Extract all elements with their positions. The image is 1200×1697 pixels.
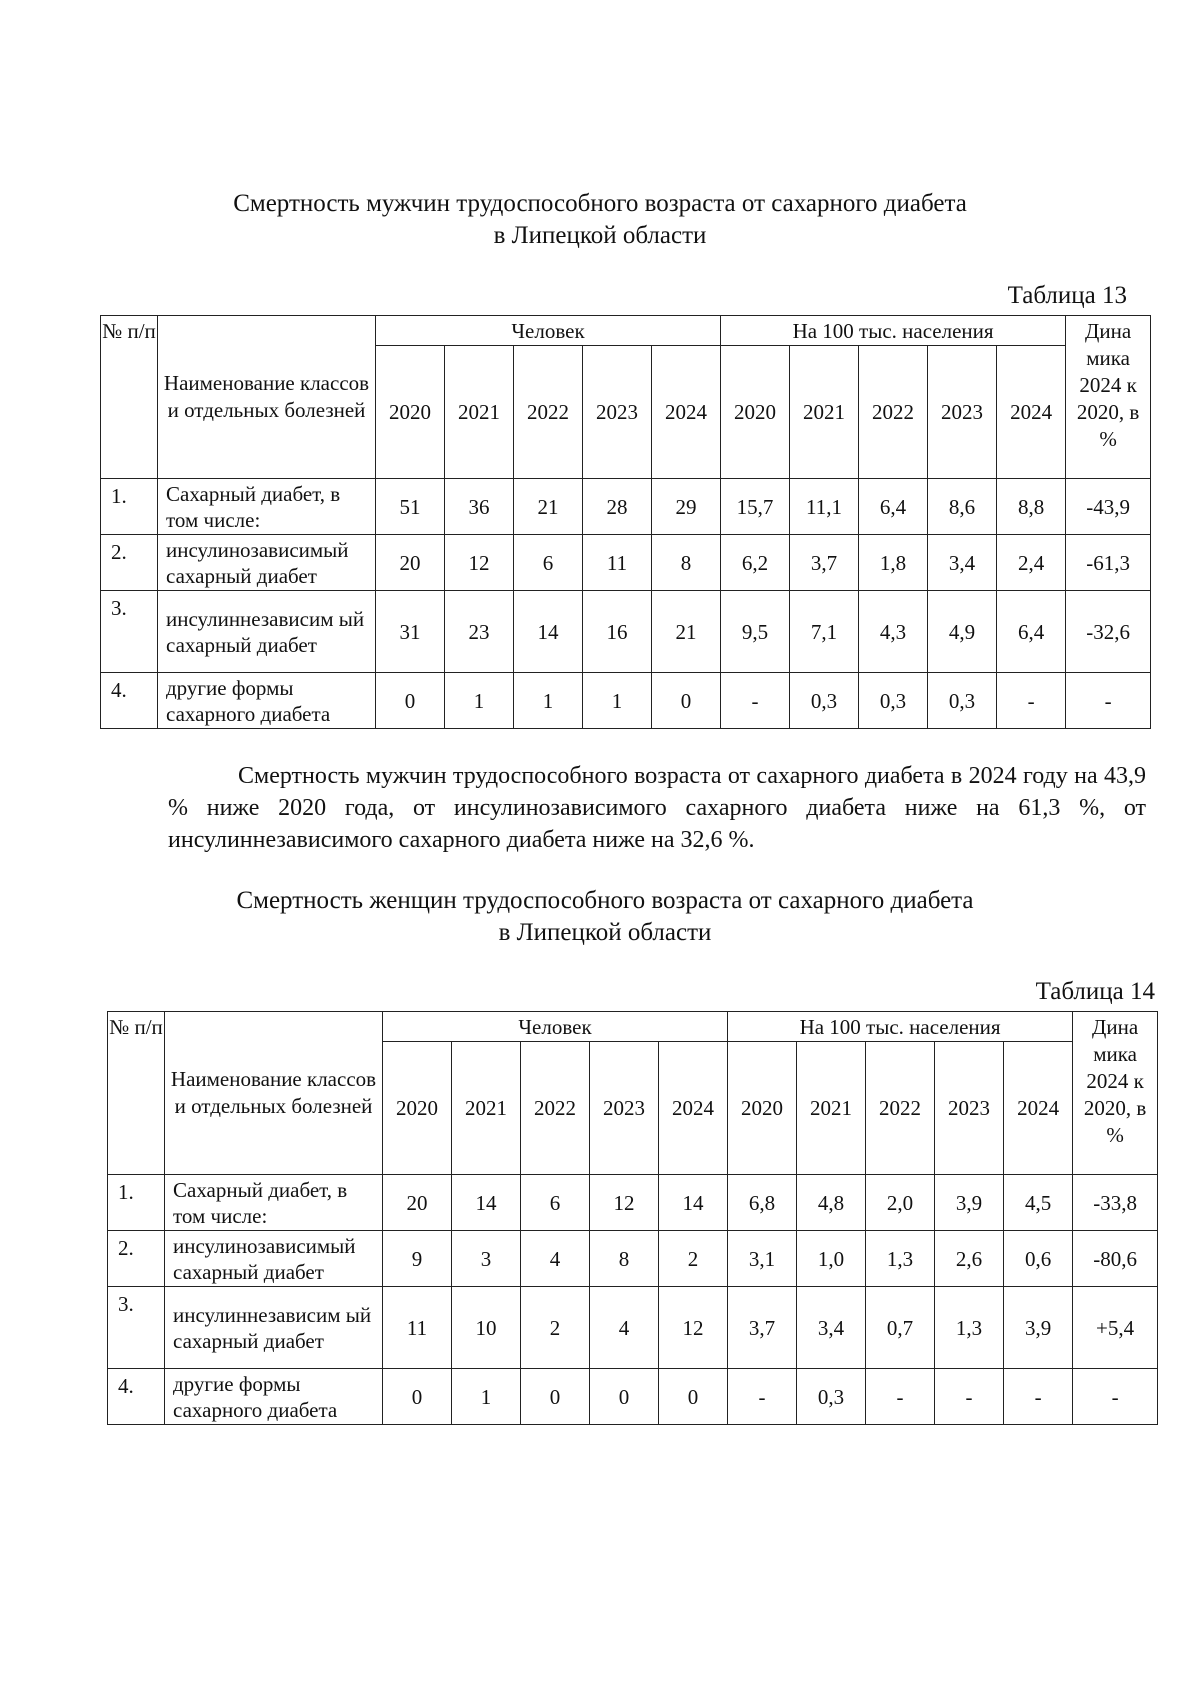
cell: 0: [521, 1369, 590, 1425]
row-num: 1.: [101, 479, 158, 535]
dyn-cell: -61,3: [1066, 535, 1151, 591]
year-cell: 2021: [445, 346, 514, 479]
cell: 20: [383, 1175, 452, 1231]
cell: 2: [521, 1287, 590, 1369]
year-cell: 2020: [728, 1042, 797, 1175]
cell: 1: [514, 673, 583, 729]
table-row: [108, 1287, 1158, 1369]
cell: 3,7: [728, 1287, 797, 1369]
cell: -: [997, 673, 1066, 729]
cell: 0,3: [928, 673, 997, 729]
header-name: Наименование классов и отдельных болезней: [165, 1012, 383, 1175]
header-group-rate: На 100 тыс. населения: [728, 1012, 1073, 1042]
cell: 9: [383, 1231, 452, 1287]
cell: 6,4: [997, 591, 1066, 673]
year-cell: 2023: [935, 1042, 1004, 1175]
table-row: [108, 1231, 1158, 1287]
cell: -: [721, 673, 790, 729]
row-num: 3.: [108, 1287, 165, 1369]
table-row: [108, 1369, 1158, 1425]
header-group-rate: На 100 тыс. населения: [721, 316, 1066, 346]
cell: 0: [376, 673, 445, 729]
cell: 4,9: [928, 591, 997, 673]
dyn-cell: -80,6: [1073, 1231, 1158, 1287]
table-row: [101, 535, 1151, 591]
header-num: № п/п: [108, 1012, 165, 1175]
cell: 12: [445, 535, 514, 591]
row-name: другие формы сахарного диабета: [158, 673, 376, 729]
cell: 0: [590, 1369, 659, 1425]
cell: 8: [652, 535, 721, 591]
cell: 14: [514, 591, 583, 673]
table-header-row: [108, 1012, 1158, 1042]
cell: 15,7: [721, 479, 790, 535]
cell: 14: [659, 1175, 728, 1231]
cell: 11,1: [790, 479, 859, 535]
cell: 1: [452, 1369, 521, 1425]
cell: 20: [376, 535, 445, 591]
summary-paragraph: [168, 760, 1146, 856]
table14-label: Таблица 14: [1035, 978, 1155, 1005]
year-cell: 2023: [590, 1042, 659, 1175]
cell: 4: [521, 1231, 590, 1287]
cell: 21: [652, 591, 721, 673]
row-num: 4.: [108, 1369, 165, 1425]
cell: 6: [521, 1175, 590, 1231]
cell: -: [728, 1369, 797, 1425]
table-header-row: [101, 316, 1151, 346]
row-name: инсулиннезависим ый сахарный диабет: [165, 1287, 383, 1369]
cell: 2,0: [866, 1175, 935, 1231]
row-num: 3.: [101, 591, 158, 673]
header-num: № п/п: [101, 316, 158, 479]
header-dynamics: Дина мика 2024 к 2020, в %: [1066, 316, 1151, 479]
cell: -: [1004, 1369, 1073, 1425]
cell: 0: [383, 1369, 452, 1425]
table14-title: [150, 885, 1060, 949]
year-cell: 2023: [583, 346, 652, 479]
cell: 14: [452, 1175, 521, 1231]
cell: 1: [583, 673, 652, 729]
row-name: Сахарный диабет, в том числе:: [165, 1175, 383, 1231]
year-cell: 2020: [721, 346, 790, 479]
cell: 3,1: [728, 1231, 797, 1287]
cell: 1: [445, 673, 514, 729]
row-name: другие формы сахарного диабета: [165, 1369, 383, 1425]
cell: 0,3: [790, 673, 859, 729]
cell: 0,3: [797, 1369, 866, 1425]
cell: 0,7: [866, 1287, 935, 1369]
cell: 21: [514, 479, 583, 535]
cell: 4: [590, 1287, 659, 1369]
table14-title-line2: в Липецкой области: [498, 919, 712, 946]
cell: 8: [590, 1231, 659, 1287]
table14: [107, 1011, 1158, 1425]
cell: 3,4: [928, 535, 997, 591]
row-num: 4.: [101, 673, 158, 729]
cell: 1,3: [935, 1287, 1004, 1369]
header-group-people: Человек: [383, 1012, 728, 1042]
cell: 2: [659, 1231, 728, 1287]
year-cell: 2023: [928, 346, 997, 479]
dyn-cell: +5,4: [1073, 1287, 1158, 1369]
year-cell: 2022: [521, 1042, 590, 1175]
cell: 36: [445, 479, 514, 535]
cell: 28: [583, 479, 652, 535]
table-row: [101, 673, 1151, 729]
cell: 10: [452, 1287, 521, 1369]
dyn-cell: -32,6: [1066, 591, 1151, 673]
header-name: Наименование классов и отдельных болезней: [158, 316, 376, 479]
row-name: инсулинозависимый сахарный диабет: [165, 1231, 383, 1287]
cell: 16: [583, 591, 652, 673]
row-name: Сахарный диабет, в том числе:: [158, 479, 376, 535]
year-cell: 2024: [659, 1042, 728, 1175]
header-group-people: Человек: [376, 316, 721, 346]
cell: 6,2: [721, 535, 790, 591]
cell: 3,9: [935, 1175, 1004, 1231]
table-row: [108, 1175, 1158, 1231]
cell: 29: [652, 479, 721, 535]
table13-title: [150, 188, 1050, 252]
cell: 0: [659, 1369, 728, 1425]
year-cell: 2020: [376, 346, 445, 479]
cell: 1,8: [859, 535, 928, 591]
table-row: [101, 479, 1151, 535]
year-cell: 2022: [859, 346, 928, 479]
year-cell: 2021: [452, 1042, 521, 1175]
cell: 4,5: [1004, 1175, 1073, 1231]
cell: 1,3: [866, 1231, 935, 1287]
year-cell: 2022: [514, 346, 583, 479]
cell: 9,5: [721, 591, 790, 673]
cell: 6: [514, 535, 583, 591]
cell: 2,4: [997, 535, 1066, 591]
cell: 31: [376, 591, 445, 673]
table13-title-line2: в Липецкой области: [493, 222, 707, 249]
cell: 23: [445, 591, 514, 673]
row-name: инсулинозависимый сахарный диабет: [158, 535, 376, 591]
cell: 1,0: [797, 1231, 866, 1287]
cell: 7,1: [790, 591, 859, 673]
cell: -: [935, 1369, 1004, 1425]
summary-paragraph-text: Смертность мужчин трудоспособного возраста от сахарного диабета в 2024 году на 43,9 % ниже 2020 года, от инсулинозависимого сахарного диабета ниже на 61,3 %, от инсулиннезависимого сахарного диабета ниже на 32,6 %.: [168, 763, 1146, 853]
cell: 3,4: [797, 1287, 866, 1369]
cell: 12: [659, 1287, 728, 1369]
table-row: [101, 591, 1151, 673]
cell: 8,6: [928, 479, 997, 535]
cell: 0,3: [859, 673, 928, 729]
year-cell: 2021: [797, 1042, 866, 1175]
year-cell: 2022: [866, 1042, 935, 1175]
cell: 11: [383, 1287, 452, 1369]
table13-label: Таблица 13: [1007, 282, 1127, 309]
dyn-cell: -: [1073, 1369, 1158, 1425]
row-num: 2.: [101, 535, 158, 591]
cell: 4,8: [797, 1175, 866, 1231]
table13-title-line1: Смертность мужчин трудоспособного возраста от сахарного диабета: [233, 190, 967, 217]
row-num: 2.: [108, 1231, 165, 1287]
cell: 6,4: [859, 479, 928, 535]
row-name: инсулиннезависим ый сахарный диабет: [158, 591, 376, 673]
dyn-cell: -43,9: [1066, 479, 1151, 535]
year-cell: 2021: [790, 346, 859, 479]
cell: 0,6: [1004, 1231, 1073, 1287]
cell: 6,8: [728, 1175, 797, 1231]
year-cell: 2024: [997, 346, 1066, 479]
cell: 2,6: [935, 1231, 1004, 1287]
year-cell: 2024: [652, 346, 721, 479]
header-dynamics: Дина мика 2024 к 2020, в %: [1073, 1012, 1158, 1175]
cell: 4,3: [859, 591, 928, 673]
cell: 11: [583, 535, 652, 591]
year-cell: 2024: [1004, 1042, 1073, 1175]
cell: 3,7: [790, 535, 859, 591]
table14-title-line1: Смертность женщин трудоспособного возраста от сахарного диабета: [236, 887, 974, 914]
dyn-cell: -: [1066, 673, 1151, 729]
cell: 0: [652, 673, 721, 729]
cell: -: [866, 1369, 935, 1425]
cell: 12: [590, 1175, 659, 1231]
cell: 3: [452, 1231, 521, 1287]
cell: 8,8: [997, 479, 1066, 535]
year-cell: 2020: [383, 1042, 452, 1175]
dyn-cell: -33,8: [1073, 1175, 1158, 1231]
cell: 51: [376, 479, 445, 535]
row-num: 1.: [108, 1175, 165, 1231]
cell: 3,9: [1004, 1287, 1073, 1369]
table13: [100, 315, 1151, 729]
